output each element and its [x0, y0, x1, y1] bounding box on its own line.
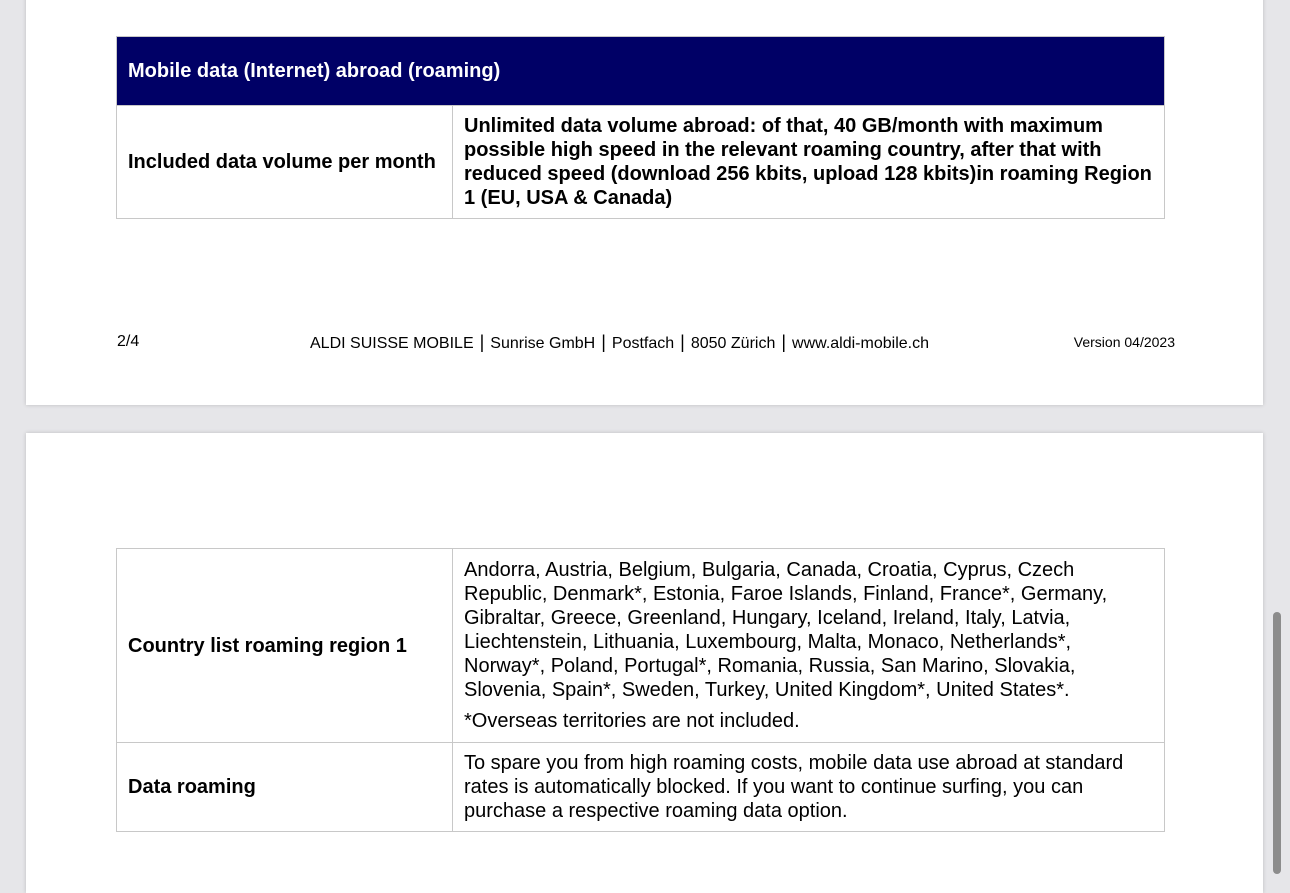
roaming-region-table [116, 548, 1165, 832]
footer-separator: | [479, 332, 485, 352]
page-number: 2/4 [117, 333, 140, 350]
table-row [117, 106, 1165, 219]
country-list-cell [453, 549, 1165, 743]
table-row [117, 549, 1165, 743]
roaming-data-table [116, 36, 1165, 219]
table-row [117, 743, 1165, 832]
footer-provider: Sunrise GmbH [490, 335, 596, 352]
footer-city: 8050 Zürich [690, 335, 776, 352]
footer-website: www.aldi-mobile.ch [792, 335, 929, 352]
footer-postbox: Postfach [611, 335, 675, 352]
footer-company: ALDI SUISSE MOBILE [310, 335, 474, 352]
included-data-label: Included data volume per month [117, 106, 453, 219]
footer-separator: | [680, 332, 685, 352]
country-list-label: Country list roaming region 1 [117, 549, 453, 743]
document-version: Version 04/2023 [1073, 334, 1175, 350]
document-page-3 [26, 433, 1263, 893]
document-page-2 [26, 0, 1263, 405]
included-data-value: Unlimited data volume abroad: of that, 40 GB/month with maximum possible high speed in the relevant roaming country, after that with reduced speed (download 256 kbits, upload 128 kbits)in roaming Region 1 (EU, USA & Canada) [453, 106, 1165, 219]
section-header-title: Mobile data (Internet) abroad (roaming) [117, 37, 1165, 106]
overseas-note: *Overseas territories are not included. [464, 710, 800, 732]
footer-company-info [310, 330, 929, 356]
country-list-value: Andorra, Austria, Belgium, Bulgaria, Canada, Croatia, Cyprus, Czech Republic, Denmark*, Estonia, Faroe Islands, Finland, France*, Germany, Gibraltar, Greece, Greenland, Hungary, Iceland, Ireland, Italy, Latvia, Liechtenstein, Lithuania, Luxembourg, Malta, Monaco, Netherlands*, Norway*, Poland, Portugal*, Romania, Russia, San Marino, Slovakia, Slovenia, Spain*, Sweden, Turkey, United Kingdom*, United States*. [464, 559, 1108, 701]
footer-separator: | [781, 332, 787, 352]
footer-separator: | [601, 332, 606, 352]
page-footer [117, 330, 1177, 354]
data-roaming-value: To spare you from high roaming costs, mobile data use abroad at standard rates is automatically blocked. If you want to continue surfing, you can purchase a respective roaming data option. [453, 743, 1165, 832]
table-header-row [117, 37, 1165, 106]
vertical-scrollbar-thumb[interactable] [1273, 612, 1281, 874]
data-roaming-label: Data roaming [117, 743, 453, 832]
